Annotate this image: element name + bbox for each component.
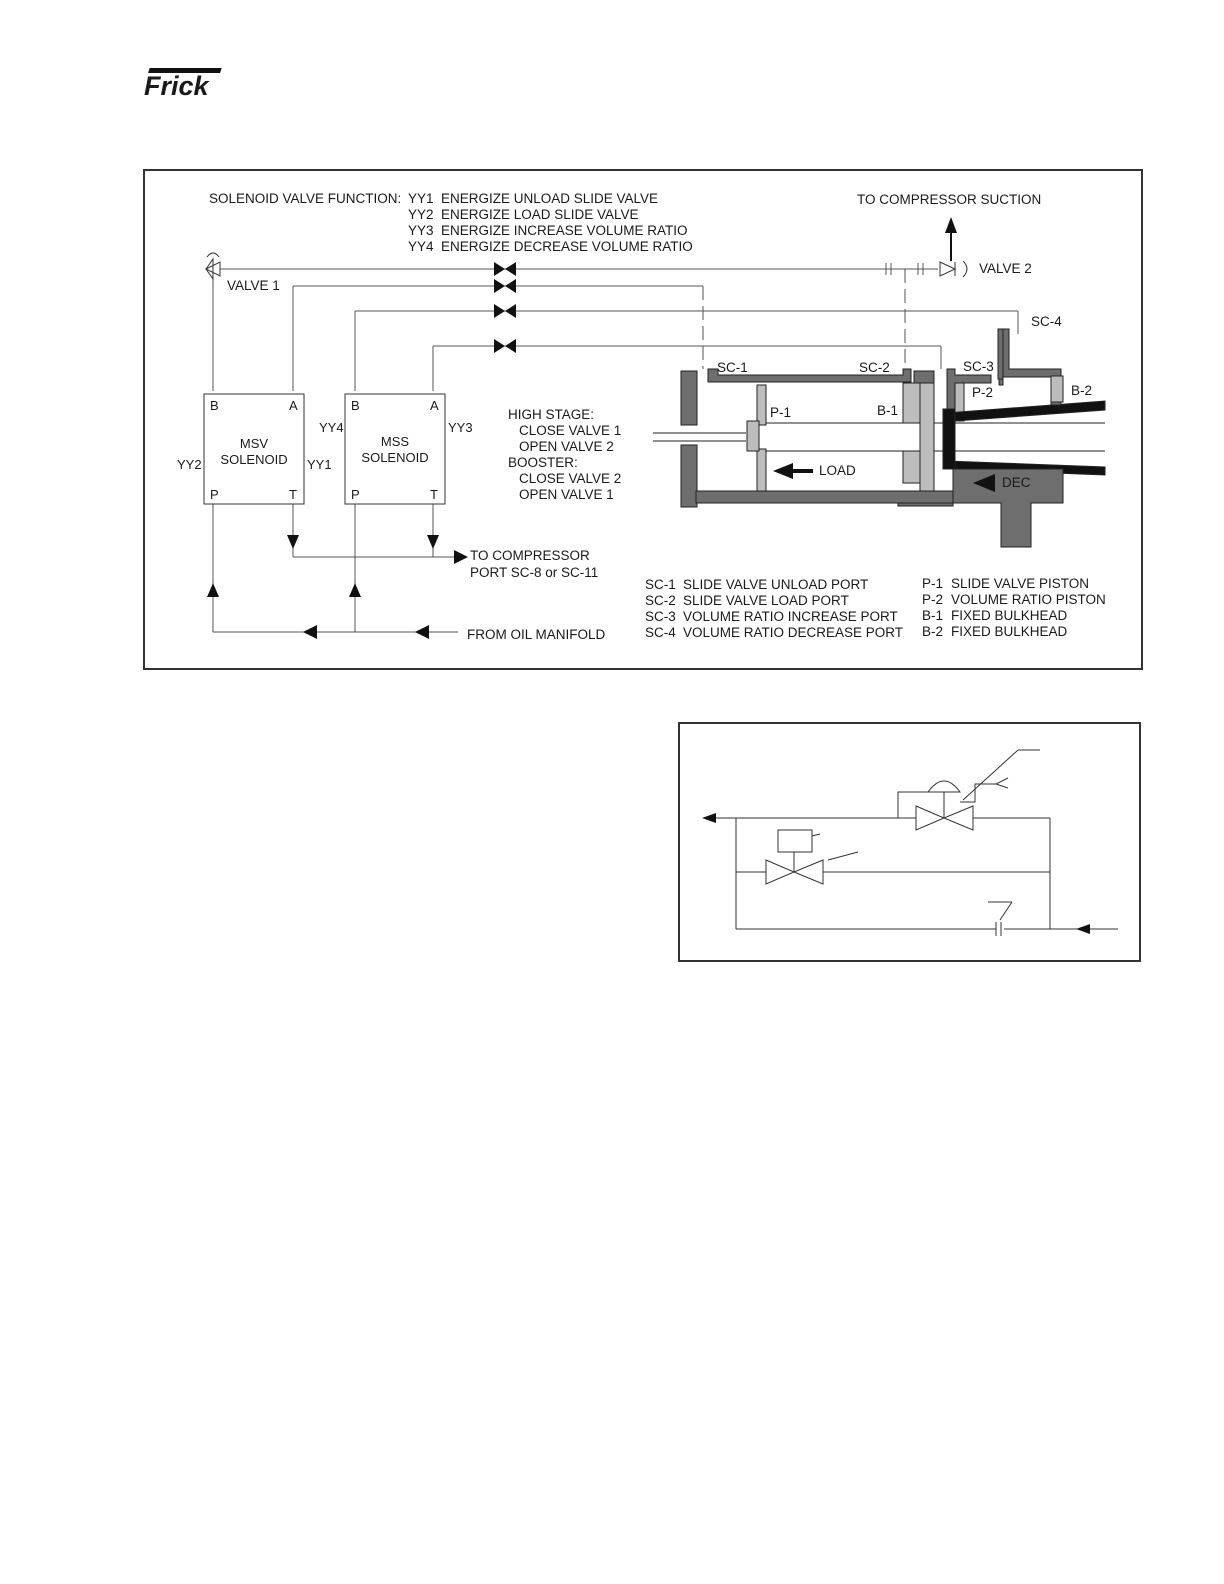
valve-2-symbol bbox=[940, 261, 967, 277]
to-port-line2: PORT SC-8 or SC-11 bbox=[470, 565, 599, 580]
check-valves bbox=[494, 262, 516, 353]
svg-text:SLIDE VALVE UNLOAD PORT: SLIDE VALVE UNLOAD PORT bbox=[683, 577, 869, 592]
svg-text:T: T bbox=[289, 487, 297, 502]
svg-text:SLIDE VALVE LOAD PORT: SLIDE VALVE LOAD PORT bbox=[683, 593, 849, 608]
outlet-arrow bbox=[702, 813, 716, 823]
svg-text:ENERGIZE INCREASE VOLUME RATIO: ENERGIZE INCREASE VOLUME RATIO bbox=[441, 223, 688, 238]
solenoid-valve-schematic bbox=[143, 169, 1143, 670]
stage-instructions bbox=[508, 407, 621, 502]
svg-text:OPEN VALVE 2: OPEN VALVE 2 bbox=[519, 439, 614, 454]
svg-text:B: B bbox=[351, 398, 360, 413]
svg-text:P: P bbox=[210, 487, 219, 502]
svg-text:YY2: YY2 bbox=[177, 457, 202, 472]
svg-text:SOLENOID: SOLENOID bbox=[220, 452, 288, 467]
svg-text:CLOSE VALVE 2: CLOSE VALVE 2 bbox=[519, 471, 622, 486]
solenoid-valve bbox=[766, 830, 858, 884]
suction-arrow bbox=[945, 217, 957, 261]
svg-text:P-2: P-2 bbox=[972, 385, 994, 400]
dec-label: DEC bbox=[1002, 475, 1031, 490]
to-suction-label: TO COMPRESSOR SUCTION bbox=[857, 192, 1042, 207]
svg-text:VOLUME RATIO DECREASE PORT: VOLUME RATIO DECREASE PORT bbox=[683, 625, 904, 640]
inlet-arrow bbox=[1076, 924, 1090, 934]
to-port-line1: TO COMPRESSOR bbox=[470, 548, 590, 563]
svg-text:YY1: YY1 bbox=[408, 191, 434, 206]
load-label: LOAD bbox=[819, 463, 856, 478]
valve-2-label: VALVE 2 bbox=[979, 261, 1032, 276]
valve-1-label: VALVE 1 bbox=[227, 278, 280, 293]
figure-frame-2 bbox=[679, 723, 1140, 961]
svg-text:B-1: B-1 bbox=[877, 403, 899, 418]
svg-text:SOLENOID VALVE FUNCTION:: SOLENOID VALVE FUNCTION: bbox=[209, 191, 402, 206]
svg-text:SC-3: SC-3 bbox=[963, 359, 994, 374]
svg-text:SC-1: SC-1 bbox=[645, 577, 676, 592]
svg-text:CLOSE VALVE 1: CLOSE VALVE 1 bbox=[519, 423, 622, 438]
svg-text:P: P bbox=[351, 487, 360, 502]
svg-text:A: A bbox=[430, 398, 439, 413]
svg-text:SC-4: SC-4 bbox=[1031, 314, 1062, 329]
load-arrow bbox=[773, 463, 813, 479]
port-legend bbox=[645, 577, 903, 640]
svg-text:B-2: B-2 bbox=[1071, 383, 1093, 398]
check-valve-4 bbox=[494, 339, 516, 353]
svg-text:YY4: YY4 bbox=[408, 239, 434, 254]
svg-text:SC-2: SC-2 bbox=[645, 593, 676, 608]
part-legend bbox=[922, 576, 1106, 639]
svg-text:YY4: YY4 bbox=[319, 420, 344, 435]
svg-text:SC-4: SC-4 bbox=[645, 625, 676, 640]
svg-text:ENERGIZE UNLOAD SLIDE VALVE: ENERGIZE UNLOAD SLIDE VALVE bbox=[441, 191, 659, 206]
svg-text:SLIDE VALVE PISTON: SLIDE VALVE PISTON bbox=[951, 576, 1090, 591]
svg-text:SOLENOID: SOLENOID bbox=[361, 450, 429, 465]
svg-text:P-2: P-2 bbox=[922, 592, 944, 607]
svg-text:VOLUME RATIO PISTON: VOLUME RATIO PISTON bbox=[951, 592, 1106, 607]
svg-text:FIXED BULKHEAD: FIXED BULKHEAD bbox=[951, 608, 1068, 623]
svg-text:B: B bbox=[210, 398, 219, 413]
svg-text:SC-2: SC-2 bbox=[859, 360, 890, 375]
svg-text:YY1: YY1 bbox=[307, 457, 332, 472]
svg-text:HIGH STAGE:: HIGH STAGE: bbox=[508, 407, 595, 422]
svg-text:P-1: P-1 bbox=[770, 405, 792, 420]
check-valve-1 bbox=[494, 262, 516, 276]
function-list bbox=[209, 191, 693, 254]
svg-text:YY3: YY3 bbox=[448, 420, 473, 435]
svg-text:A: A bbox=[289, 398, 298, 413]
svg-text:T: T bbox=[430, 487, 438, 502]
bypass-valve-diagram bbox=[678, 722, 1141, 962]
fitting-marker bbox=[988, 902, 1012, 920]
svg-text:BOOSTER:: BOOSTER: bbox=[508, 455, 578, 470]
flow-arrows bbox=[207, 535, 468, 639]
svg-text:MSV: MSV bbox=[239, 436, 269, 451]
svg-text:B-1: B-1 bbox=[922, 608, 944, 623]
svg-text:B-2: B-2 bbox=[922, 624, 944, 639]
check-valve-2 bbox=[494, 279, 516, 293]
svg-text:SC-1: SC-1 bbox=[717, 360, 748, 375]
valve-1-symbol bbox=[206, 253, 220, 279]
mss-solenoid bbox=[319, 394, 473, 504]
svg-text:FIXED BULKHEAD: FIXED BULKHEAD bbox=[951, 624, 1068, 639]
logo-text: Frick bbox=[144, 71, 209, 100]
svg-text:ENERGIZE DECREASE VOLUME RATIO: ENERGIZE DECREASE VOLUME RATIO bbox=[441, 239, 693, 254]
check-valve-3 bbox=[494, 304, 516, 318]
svg-text:OPEN VALVE 1: OPEN VALVE 1 bbox=[519, 487, 614, 502]
from-manifold-label: FROM OIL MANIFOLD bbox=[467, 627, 606, 642]
svg-text:MSS: MSS bbox=[380, 434, 410, 449]
svg-text:ENERGIZE LOAD SLIDE VALVE: ENERGIZE LOAD SLIDE VALVE bbox=[441, 207, 639, 222]
svg-text:VOLUME RATIO INCREASE PORT: VOLUME RATIO INCREASE PORT bbox=[683, 609, 898, 624]
svg-text:SC-3: SC-3 bbox=[645, 609, 676, 624]
frick-logo bbox=[142, 64, 232, 100]
msv-solenoid bbox=[177, 394, 332, 504]
svg-text:YY3: YY3 bbox=[408, 223, 434, 238]
svg-text:P-1: P-1 bbox=[922, 576, 944, 591]
svg-text:YY2: YY2 bbox=[408, 207, 434, 222]
